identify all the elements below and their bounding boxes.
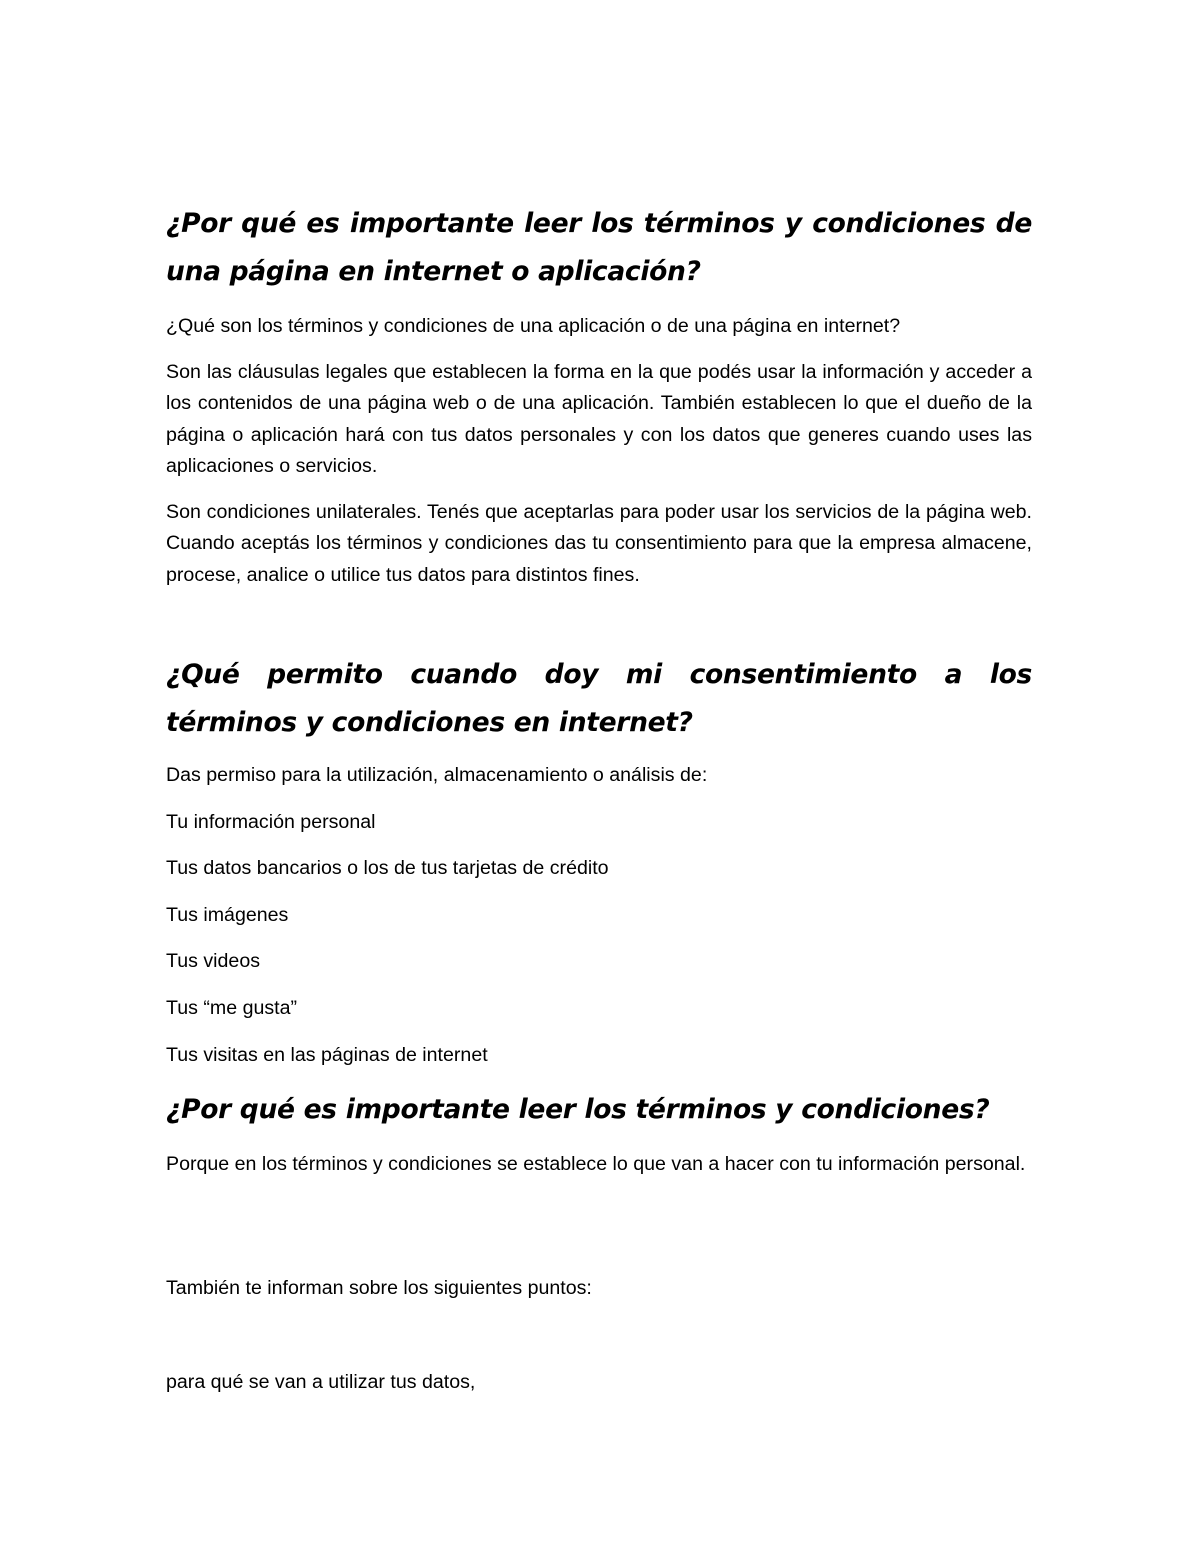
list-item: Tus visitas en las páginas de internet bbox=[166, 1044, 488, 1066]
paragraph-legal-clauses: Son las cláusulas legales que establecen la forma en la que podés usar la información y acceder a los contenidos de una página web o de una aplicación. También establecen lo que el dueño de la página o aplicación hará con tus datos personales y con los datos que generes cuando uses las aplicaciones o servicios. bbox=[166, 361, 1032, 477]
paragraph-unilateral-conditions: Son condiciones unilaterales. Tenés que aceptarlas para poder usar los servicios de la página web. Cuando aceptás los términos y condiciones das tu consentimiento para que la empresa almacene, procese, analice o utilice tus datos para distintos fines. bbox=[166, 501, 1032, 586]
list-item: Tus “me gusta” bbox=[166, 997, 298, 1019]
list-item: Tus imágenes bbox=[166, 904, 289, 926]
paragraph-also-inform: También te informan sobre los siguientes puntos: bbox=[166, 1277, 592, 1299]
heading-what-do-i-allow: ¿Qué permito cuando doy mi consentimiento a los términos y condiciones en internet? bbox=[166, 659, 1032, 738]
list-item: Tus videos bbox=[166, 950, 261, 972]
paragraph-permission-intro: Das permiso para la utilización, almacenamiento o análisis de: bbox=[166, 764, 708, 786]
list-item: Tu información personal bbox=[166, 811, 376, 833]
paragraph-because: Porque en los términos y condiciones se establece lo que van a hacer con tu información personal. bbox=[166, 1153, 1026, 1175]
paragraph-what-for: para qué se van a utilizar tus datos, bbox=[166, 1371, 476, 1393]
heading-why-read-terms: ¿Por qué es importante leer los términos y condiciones? bbox=[166, 1094, 990, 1125]
heading-why-read-terms-internet: ¿Por qué es importante leer los términos y condiciones de una página en internet o aplicación? bbox=[166, 208, 1032, 287]
list-item: Tus datos bancarios o los de tus tarjetas de crédito bbox=[166, 857, 609, 879]
paragraph-what-are-terms: ¿Qué son los términos y condiciones de una aplicación o de una página en internet? bbox=[166, 315, 901, 337]
